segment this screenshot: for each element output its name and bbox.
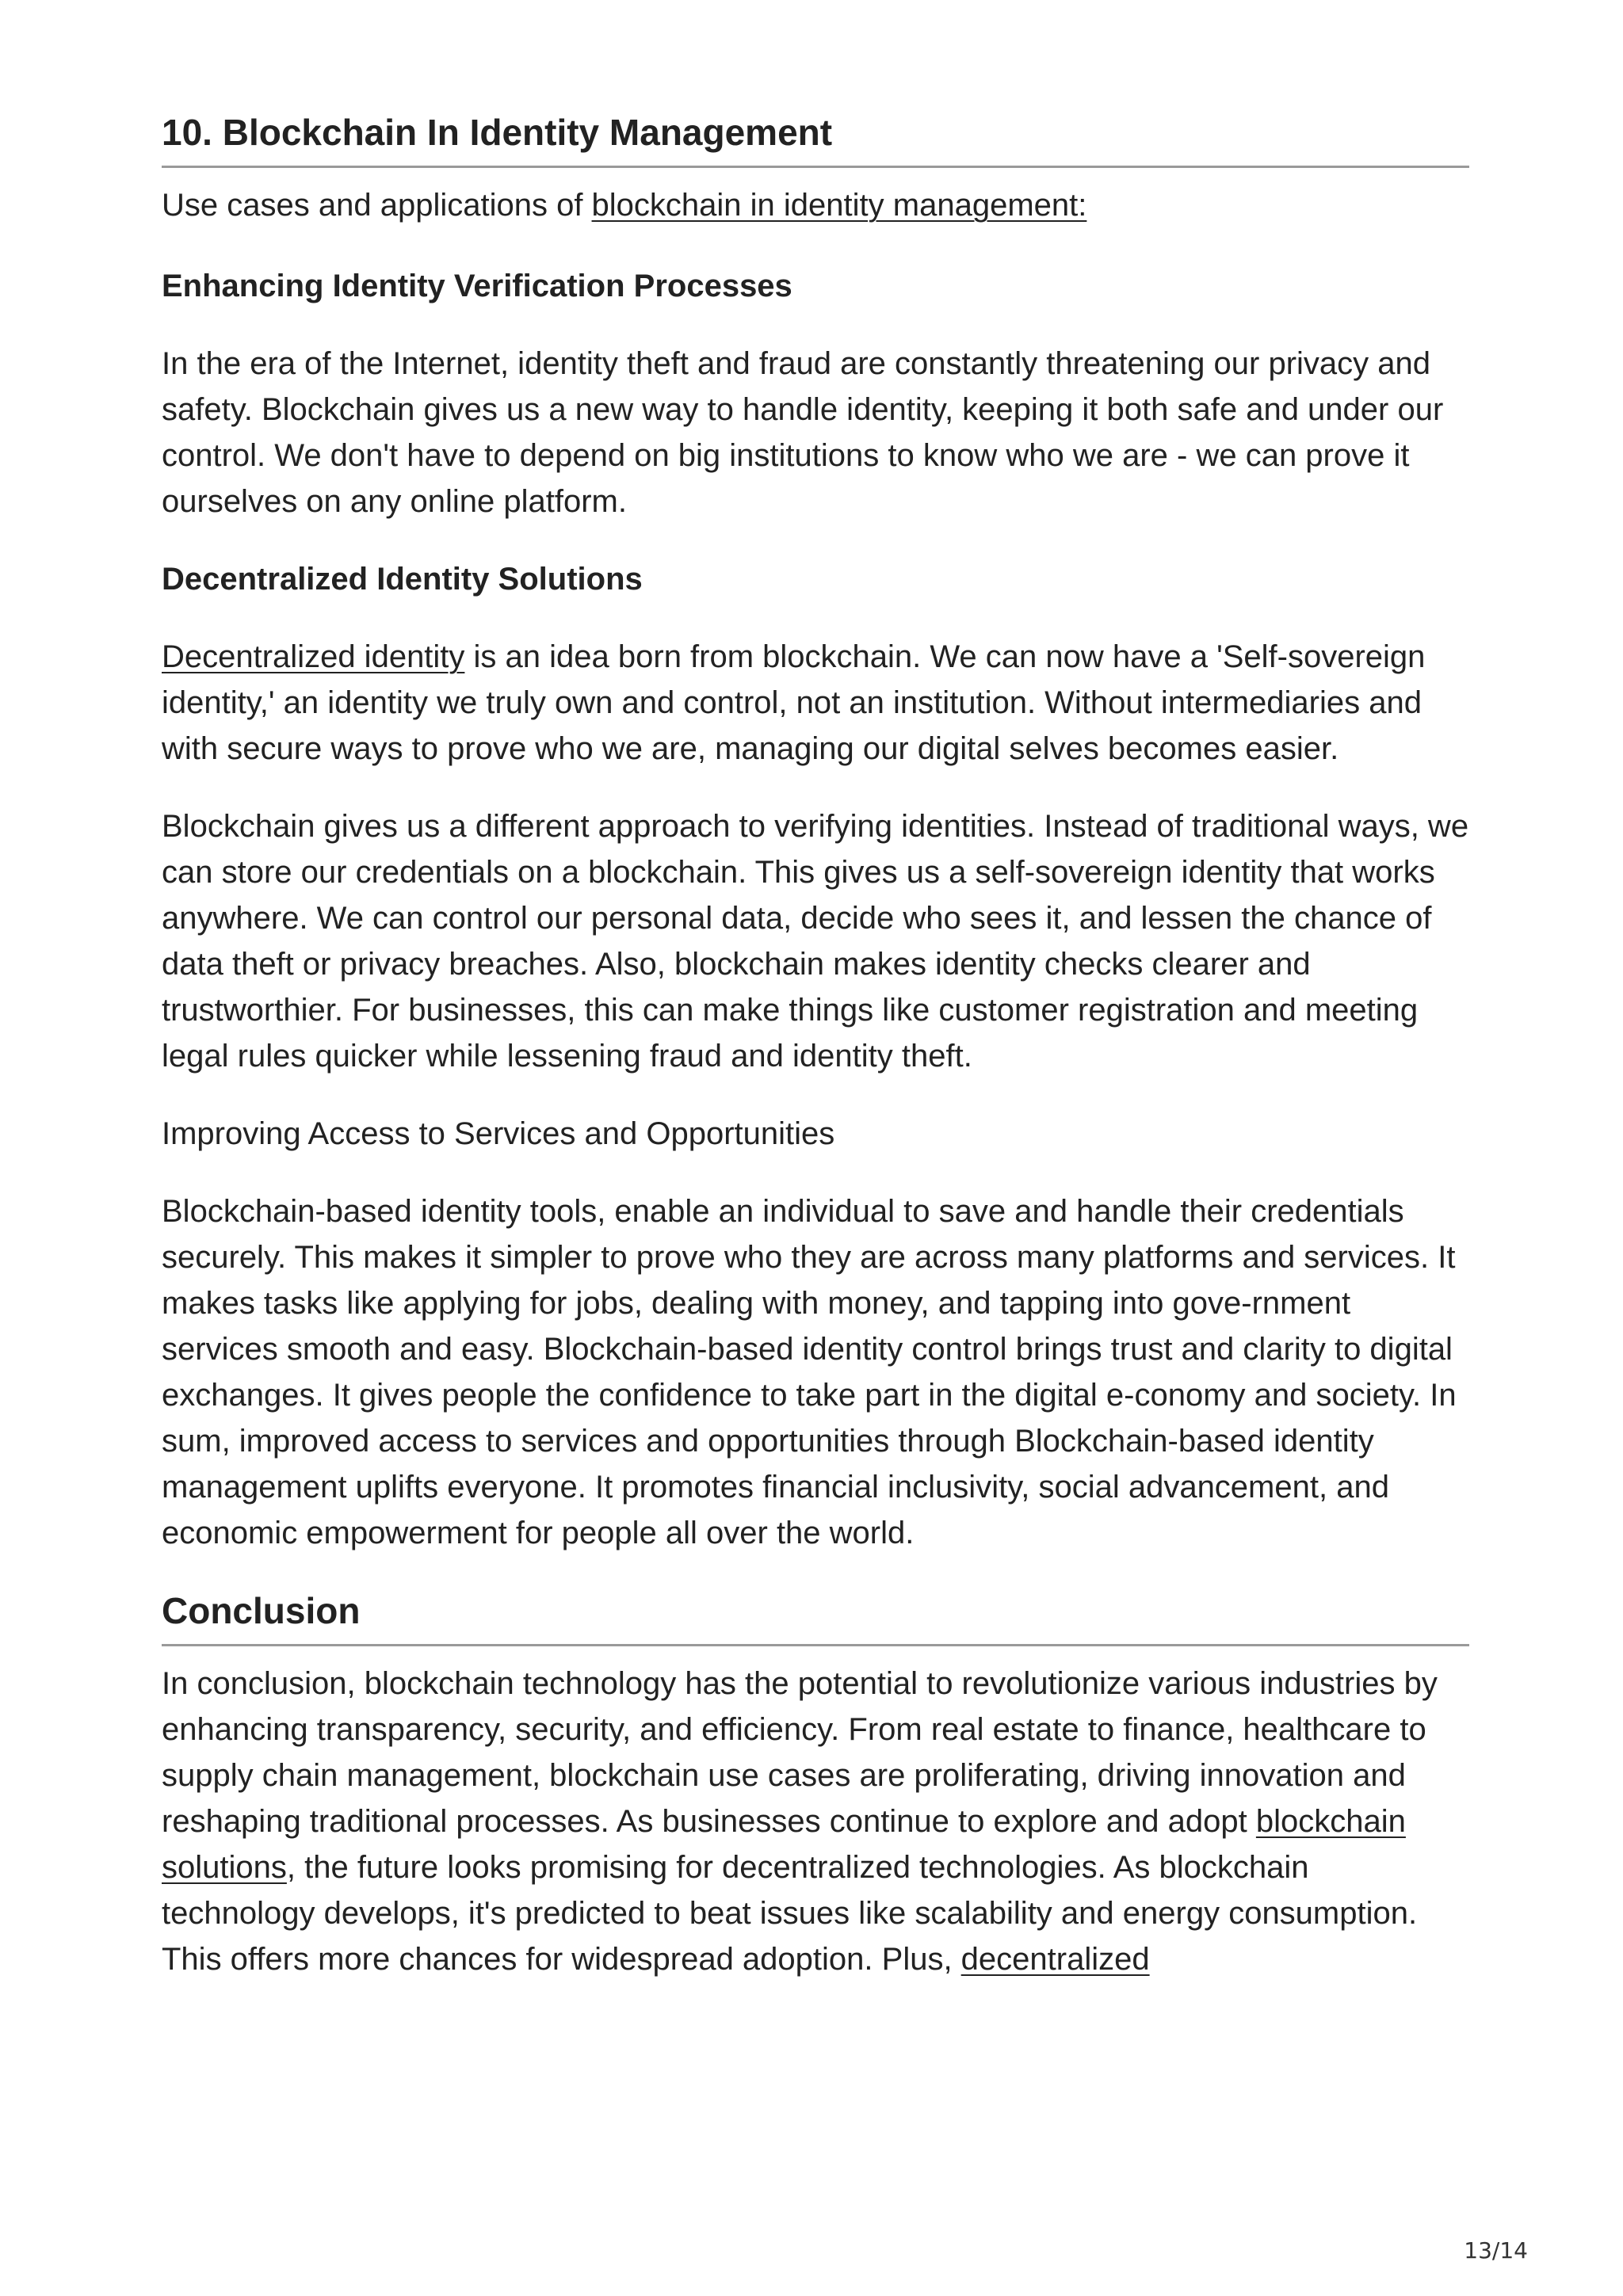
page-number: 13/14 bbox=[1464, 2237, 1528, 2264]
paragraph-decentralized bbox=[162, 634, 1469, 772]
decentralized-identity-link[interactable]: Decentralized identity bbox=[162, 639, 465, 675]
subheading-access: Improving Access to Services and Opportunities bbox=[162, 1116, 835, 1152]
paragraph-verification: In the era of the Internet, identity theft and fraud are constantly threatening our privacy and safety. Blockchain gives us a new way to handle identity, keeping it both safe and under our control. We don't have to depend on big institutions to know who we are - we can prove it ourselves on any online platform. bbox=[162, 346, 1444, 520]
blockchain-solutions-link[interactable]: blockchain solutions bbox=[162, 1804, 1406, 1886]
section-intro bbox=[162, 182, 1469, 228]
decentralized-link[interactable]: decentralized bbox=[960, 1942, 1150, 1978]
conclusion-heading: Conclusion bbox=[162, 1589, 1469, 1646]
conclusion-text-mid: , the future looks promising for decentralized technologies. As blockchain technology develops, it's predicted to beat issues like scalability and energy consumption. This offers more chances for widespread adoption. Plus, bbox=[162, 1850, 1418, 1978]
section-heading: 10. Blockchain In Identity Management bbox=[162, 111, 1469, 168]
intro-text: Use cases and applications of bbox=[162, 188, 592, 223]
decentralized-text: is an idea born from blockchain. We can now have a 'Self-sovereign identity,' an identity we truly own and control, not an institution. Without intermediaries and with secure ways to prove who we are, managing our digital selves becomes easier. bbox=[162, 639, 1426, 767]
conclusion-text-start: In conclusion, blockchain technology has the potential to revolutionize various industries by enhancing transparency, security, and efficiency. From real estate to finance, healthcare to supply chain management, blockchain use cases are proliferating, driving innovation and reshaping traditional processes. As businesses continue to explore and adopt bbox=[162, 1666, 1438, 1840]
document-page bbox=[162, 111, 1469, 2014]
subheading-verification: Enhancing Identity Verification Processes bbox=[162, 269, 792, 304]
paragraph-conclusion bbox=[162, 1661, 1469, 1982]
identity-management-link[interactable]: blockchain in identity management: bbox=[591, 188, 1087, 223]
subheading-decentralized: Decentralized Identity Solutions bbox=[162, 562, 643, 597]
paragraph-verifying-identities: Blockchain gives us a different approach to verifying identities. Instead of traditional ways, we can store our credentials on a blockchain. This gives us a self-sovereign identity that works anywhere. We can control our personal data, decide who sees it, and lessen the chance of data theft or privacy breaches. Also, blockchain makes identity checks clearer and trustworthier. For businesses, this can make things like customer registration and meeting legal rules quicker while lessening fraud and identity theft. bbox=[162, 809, 1469, 1074]
paragraph-access: Blockchain-based identity tools, enable an individual to save and handle their credentials securely. This makes it simpler to prove who they are across many platforms and services. It makes tasks like applying for jobs, dealing with money, and tapping into gove-rnment services smooth and easy. Blockchain-based identity control brings trust and clarity to digital exchanges. It gives people the confidence to take part in the digital e-conomy and society. In sum, improved access to services and opportunities through Blockchain-based identity management uplifts everyone. It promotes financial inclusivity, social advancement, and economic empowerment for people all over the world. bbox=[162, 1194, 1457, 1551]
